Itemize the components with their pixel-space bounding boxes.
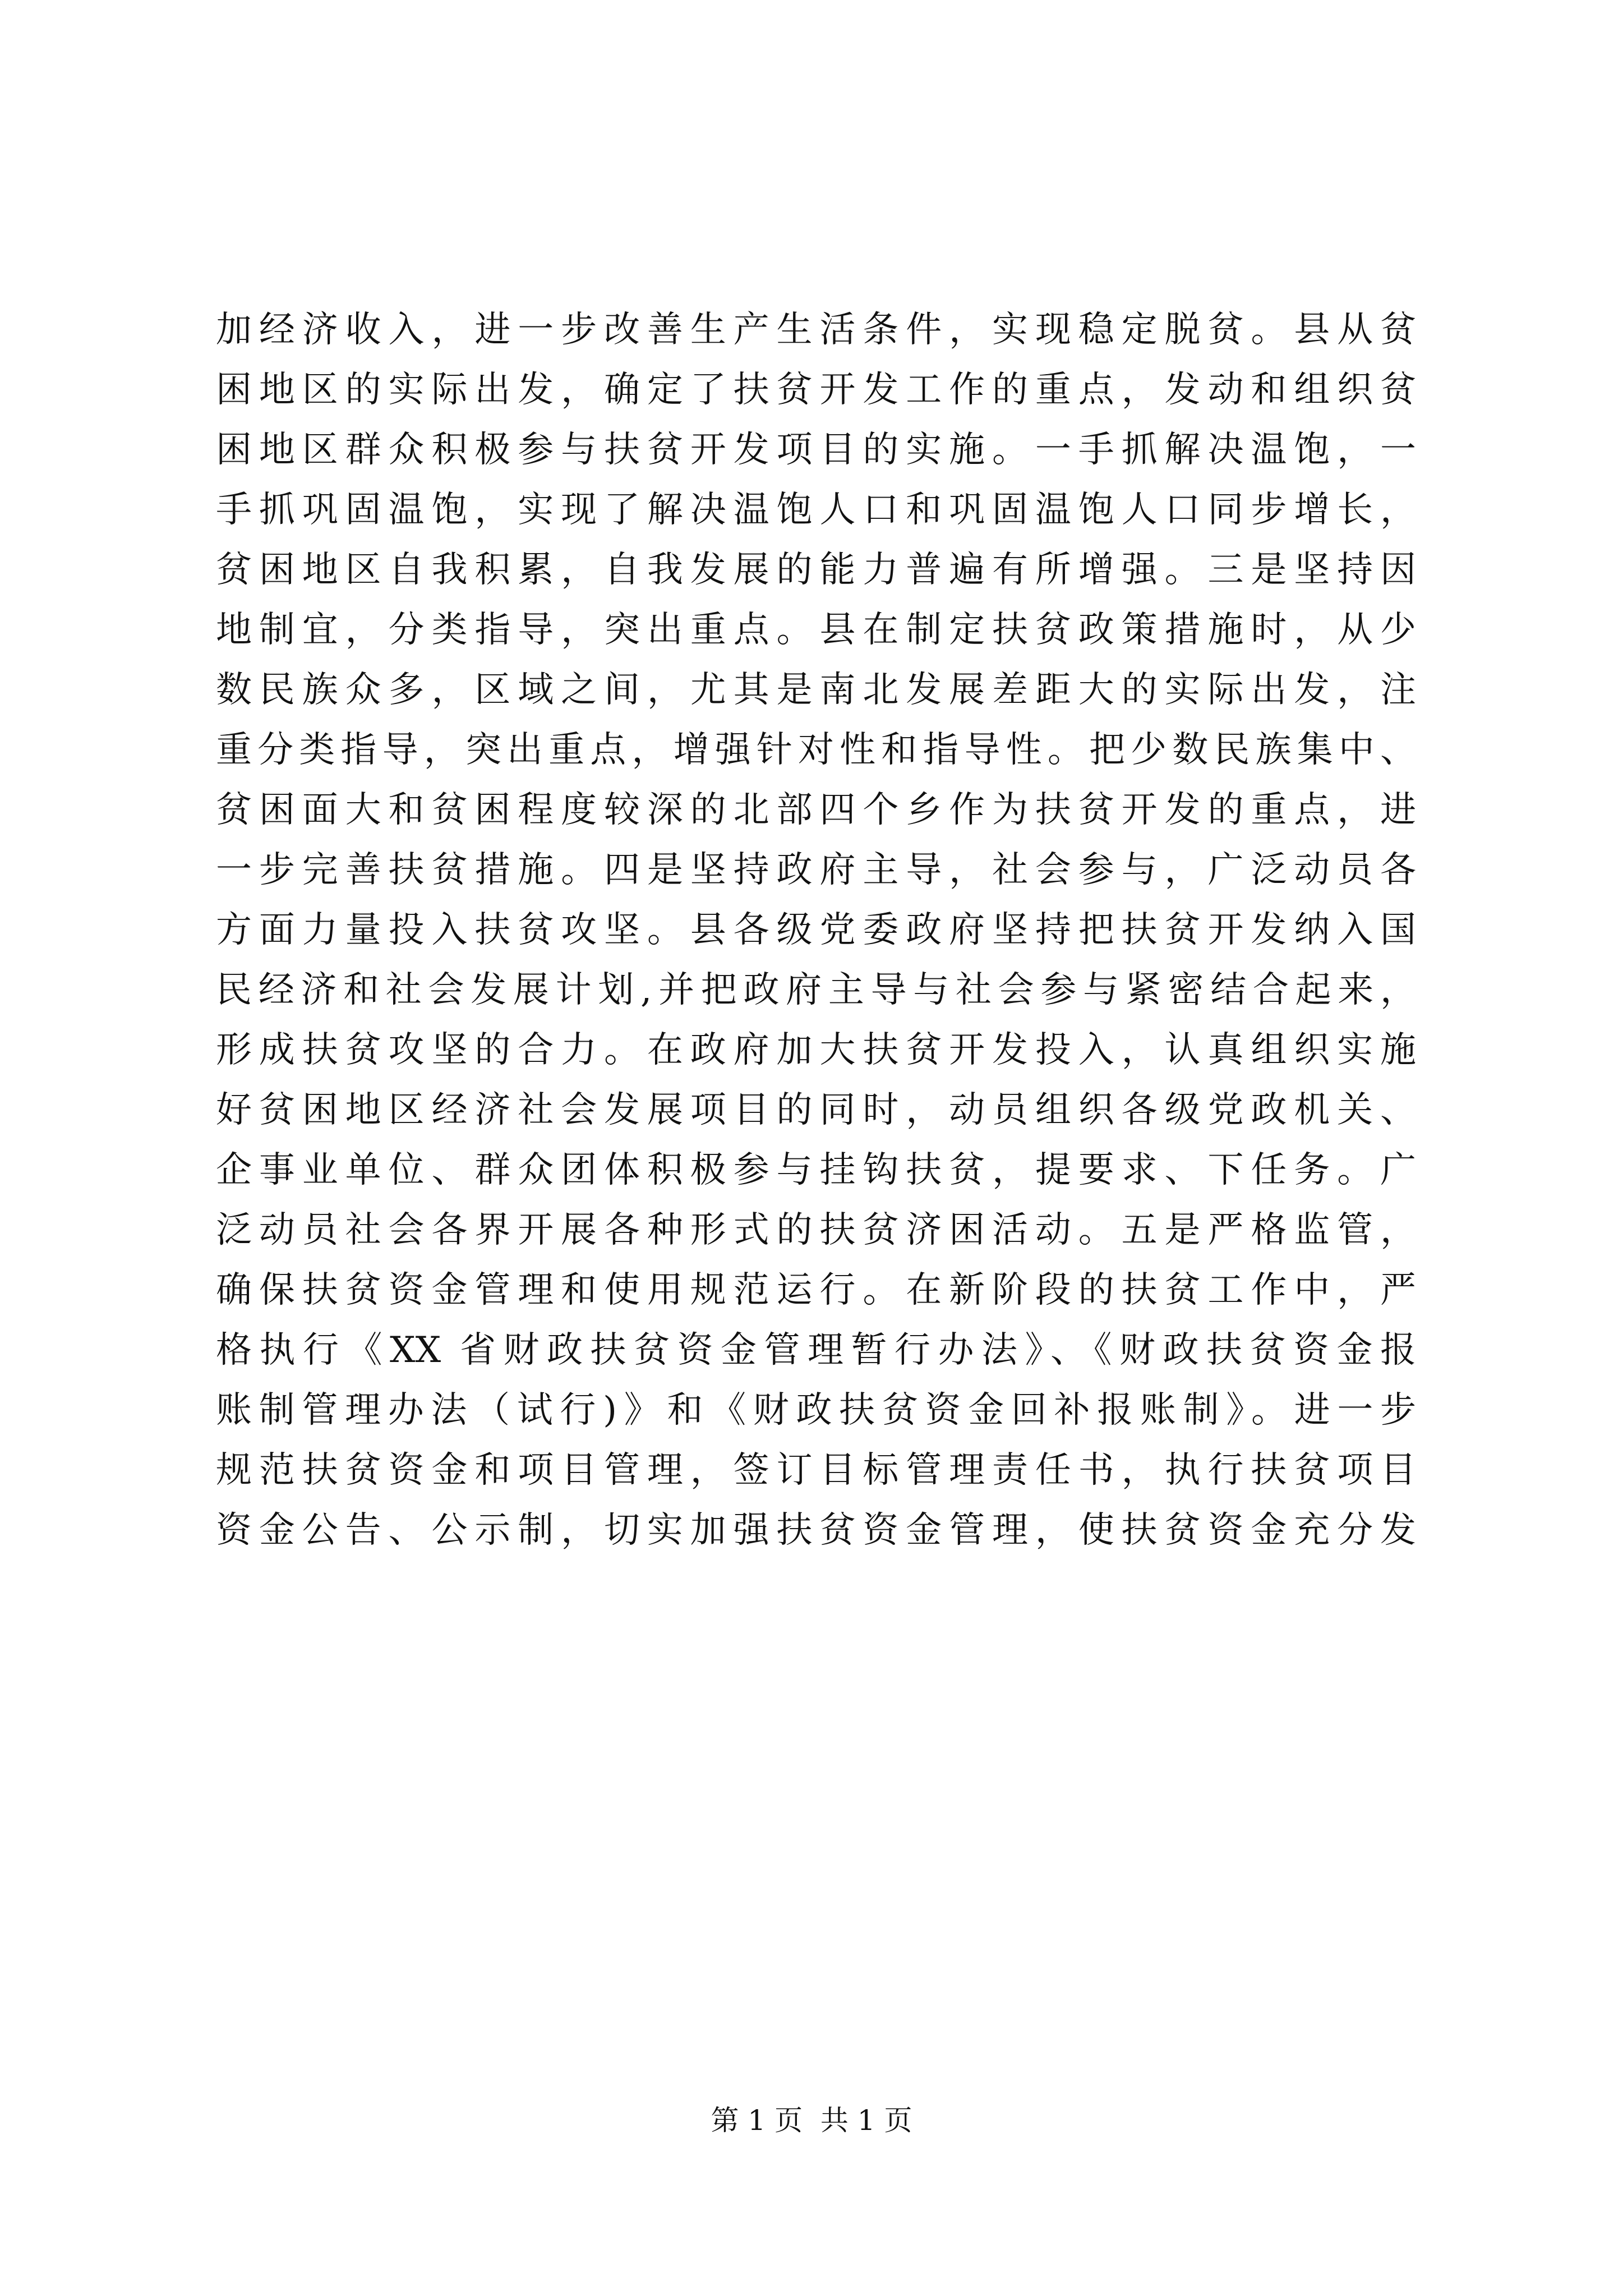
text-line-14: 好贫困地区经济社会发展项目的同时，动员组织各级党政机关、 <box>216 1089 1416 1131</box>
text-line-18: 格执行《XX 省财政扶贫资金管理暂行办法》、《财政扶贫资金报 <box>216 1329 1416 1371</box>
text-line-11: 方面力量投入扶贫攻坚。县各级党委政府坚持把扶贫开发纳入国 <box>216 909 1416 951</box>
text-line-7: 数民族众多，区域之间，尤其是南北发展差距大的实际出发，注 <box>216 669 1416 711</box>
text-line-4: 手抓巩固温饱，实现了解决温饱人口和巩固温饱人口同步增长， <box>216 489 1416 531</box>
text-line-13: 形成扶贫攻坚的合力。在政府加大扶贫开发投入，认真组织实施 <box>216 1029 1416 1071</box>
text-line-16: 泛动员社会各界开展各种形式的扶贫济困活动。五是严格监管， <box>216 1209 1416 1251</box>
text-line-15: 企事业单位、群众团体积极参与挂钩扶贫，提要求、下任务。广 <box>216 1149 1416 1191</box>
page-footer: 第 1 页 共 1 页 <box>711 2104 912 2137</box>
text-line-8: 重分类指导，突出重点，增强针对性和指导性。把少数民族集中、 <box>216 729 1416 771</box>
text-line-17: 确保扶贫资金管理和使用规范运行。在新阶段的扶贫工作中，严 <box>216 1269 1416 1311</box>
text-line-2: 困地区的实际出发，确定了扶贫开发工作的重点，发动和组织贫 <box>216 369 1416 411</box>
text-line-12: 民经济和社会发展计划,并把政府主导与社会参与紧密结合起来， <box>216 969 1416 1011</box>
text-line-19: 账制管理办法（试行)》和《财政扶贫资金回补报账制》。进一步 <box>216 1389 1416 1431</box>
text-line-6: 地制宜，分类指导，突出重点。县在制定扶贫政策措施时，从少 <box>216 609 1416 651</box>
text-line-1: 加经济收入，进一步改善生产生活条件，实现稳定脱贫。县从贫 <box>216 309 1416 351</box>
text-line-10: 一步完善扶贫措施。四是坚持政府主导，社会参与，广泛动员各 <box>216 849 1416 891</box>
text-line-3: 困地区群众积极参与扶贫开发项目的实施。一手抓解决温饱，一 <box>216 429 1416 471</box>
body-text <box>216 300 1416 1561</box>
text-line-5: 贫困地区自我积累，自我发展的能力普遍有所增强。三是坚持因 <box>216 549 1416 591</box>
text-line-9: 贫困面大和贫困程度较深的北部四个乡作为扶贫开发的重点，进 <box>216 789 1416 831</box>
text-line-20: 规范扶贫资金和项目管理，签订目标管理责任书，执行扶贫项目 <box>216 1450 1416 1491</box>
text-line-21: 资金公告、公示制，切实加强扶贫资金管理，使扶贫资金充分发 <box>216 1510 1416 1551</box>
